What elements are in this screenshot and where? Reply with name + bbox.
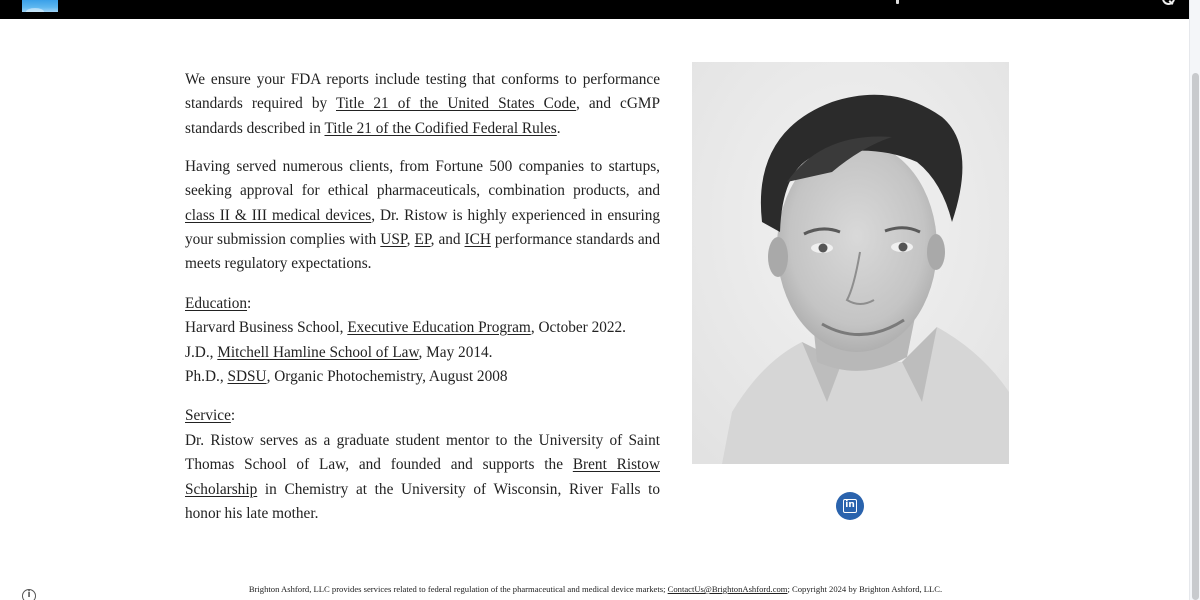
portrait-illustration bbox=[692, 62, 1009, 464]
info-icon[interactable]: i bbox=[22, 589, 36, 600]
education-item: Harvard Business School, Executive Education Program, October 2022. bbox=[185, 319, 626, 337]
usp-link[interactable]: USP bbox=[380, 230, 407, 248]
scholarship-link[interactable]: Brent Ristow Scholarship bbox=[185, 456, 660, 498]
intro-paragraph-2: Having served numerous clients, from Fortune 500 companies to startups, seeking approval for ethical pharmaceuticals, combination products, and class II & III medical devices, Dr. Ristow is highly experienced in ensuring your submission complies with USP, EP, and ICH performance standards and meets regulatory expectations. bbox=[185, 157, 660, 273]
portrait-photo bbox=[692, 62, 1009, 464]
intro-paragraph-1: We ensure your FDA reports include testing that conforms to performance standards required by Title 21 of the United States Code, and cGMP standards described in Title 21 of the Codified Federal Rules. bbox=[185, 71, 660, 137]
brand-logo[interactable] bbox=[22, 0, 58, 12]
service-heading: Service: bbox=[185, 407, 236, 425]
ep-link[interactable]: EP bbox=[414, 230, 431, 248]
service-heading-link[interactable]: Service bbox=[185, 407, 231, 425]
site-header bbox=[0, 0, 1189, 19]
title-21-usc-link[interactable]: Title 21 of the United States Code bbox=[335, 95, 576, 113]
medical-devices-link[interactable]: class II & III medical devices bbox=[185, 206, 372, 224]
linkedin-button[interactable] bbox=[836, 492, 864, 520]
ich-link[interactable]: ICH bbox=[464, 230, 491, 248]
linkedin-icon: in bbox=[843, 499, 857, 513]
sdsu-link[interactable]: SDSU bbox=[227, 367, 267, 385]
mitchell-hamline-link[interactable]: Mitchell Hamline School of Law bbox=[217, 343, 419, 361]
bio-content bbox=[185, 68, 660, 540]
education-item: J.D., Mitchell Hamline School of Law, May 2014. bbox=[185, 343, 493, 361]
education-heading: Education: bbox=[185, 294, 252, 312]
education-section bbox=[185, 292, 660, 390]
nav-item-fragment[interactable] bbox=[896, 0, 899, 4]
education-heading-link[interactable]: Education bbox=[185, 294, 248, 312]
contact-email-link[interactable]: ContactUs@BrightonAshford.com bbox=[667, 584, 788, 594]
search-icon[interactable] bbox=[1160, 0, 1176, 6]
education-item: Ph.D., SDSU, Organic Photochemistry, August 2008 bbox=[185, 367, 508, 385]
page-scrollbar[interactable] bbox=[1189, 0, 1200, 600]
executive-education-link[interactable]: Executive Education Program bbox=[347, 319, 531, 337]
scrollbar-thumb[interactable] bbox=[1192, 73, 1199, 600]
title-21-cfr-link[interactable]: Title 21 of the Codified Federal Rules bbox=[324, 119, 557, 137]
page-footer: Brighton Ashford, LLC provides services related to federal regulation of the pharmaceutical and medical device markets; ContactUs@BrightonAshford.com; Copyright 2024 by Brighton Ashford, LLC. bbox=[248, 584, 943, 594]
service-section: Service: Dr. Ristow serves as a graduate student mentor to the University of Saint Thomas School of Law, and founded and supports the Brent Ristow Scholarship in Chemistry at the University of Wisconsin, River Falls to honor his late mother. bbox=[185, 404, 660, 526]
